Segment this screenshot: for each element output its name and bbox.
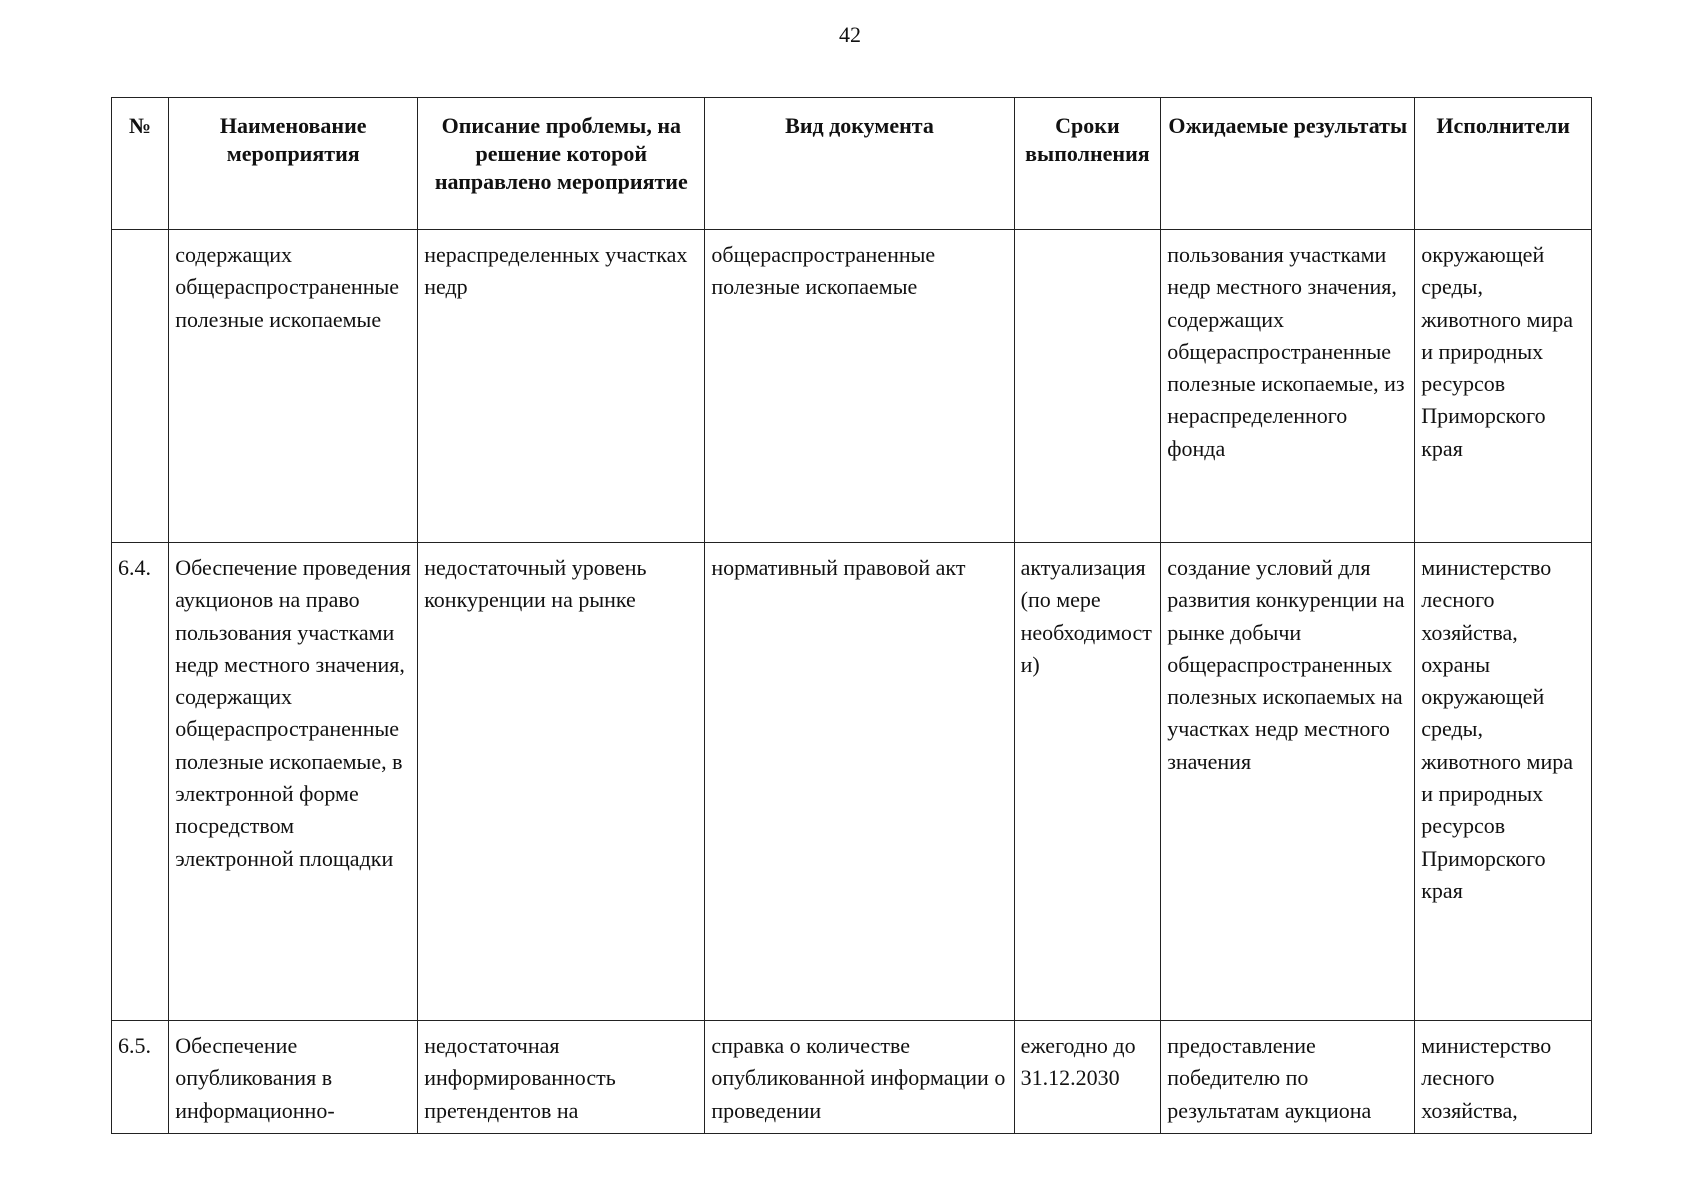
cell-problem: нераспределенных участках недр <box>418 230 705 543</box>
cell-results: создание условий для развития конкуренции на рынке добычи общераспространенных полезных ископаемых на участках недр местного значения <box>1161 543 1415 1021</box>
table-header-row <box>112 98 1592 230</box>
cell-doc-type: справка о количестве опубликованной информации о проведении <box>705 1021 1014 1134</box>
header-name: Наименование мероприятия <box>169 98 418 230</box>
cell-problem: недостаточный уровень конкуренции на рынке <box>418 543 705 1021</box>
cell-executors: окружающей среды, животного мира и природных ресурсов Приморского края <box>1415 230 1592 543</box>
cell-num <box>112 230 169 543</box>
cell-name: Обеспечение опубликования в информационно- <box>169 1021 418 1134</box>
cell-terms: актуализация (по мере необходимости) <box>1014 543 1161 1021</box>
cell-results: пользования участками недр местного значения, содержащих общераспространенные полезные ископаемые, из нераспределенного фонда <box>1161 230 1415 543</box>
measures-table <box>111 97 1592 1134</box>
cell-name: содержащих общераспространенные полезные ископаемые <box>169 230 418 543</box>
page-number: 42 <box>839 22 861 47</box>
cell-executors: министерство лесного хозяйства, <box>1415 1021 1592 1134</box>
cell-executors: министерство лесного хозяйства, охраны окружающей среды, животного мира и природных ресурсов Приморского края <box>1415 543 1592 1021</box>
header-terms: Сроки выполнения <box>1014 98 1161 230</box>
header-results: Ожидаемые результаты <box>1161 98 1415 230</box>
table-row <box>112 1021 1592 1134</box>
cell-problem: недостаточная информированность претендентов на <box>418 1021 705 1134</box>
cell-terms <box>1014 230 1161 543</box>
table-row <box>112 543 1592 1021</box>
cell-results: предоставление победителю по результатам аукциона <box>1161 1021 1415 1134</box>
header-problem: Описание проблемы, на решение которой направлено мероприятие <box>418 98 705 230</box>
cell-doc-type: нормативный правовой акт <box>705 543 1014 1021</box>
cell-name: Обеспечение проведения аукционов на право пользования участками недр местного значения, содержащих общераспространенные полезные ископаемые, в электронной форме посредством электронной площадки <box>169 543 418 1021</box>
cell-num: 6.5. <box>112 1021 169 1134</box>
header-doc-type: Вид документа <box>705 98 1014 230</box>
cell-doc-type: общераспространенные полезные ископаемые <box>705 230 1014 543</box>
cell-terms: ежегодно до 31.12.2030 <box>1014 1021 1161 1134</box>
table-row <box>112 230 1592 543</box>
header-executors: Исполнители <box>1415 98 1592 230</box>
header-num: № <box>112 98 169 230</box>
cell-num: 6.4. <box>112 543 169 1021</box>
